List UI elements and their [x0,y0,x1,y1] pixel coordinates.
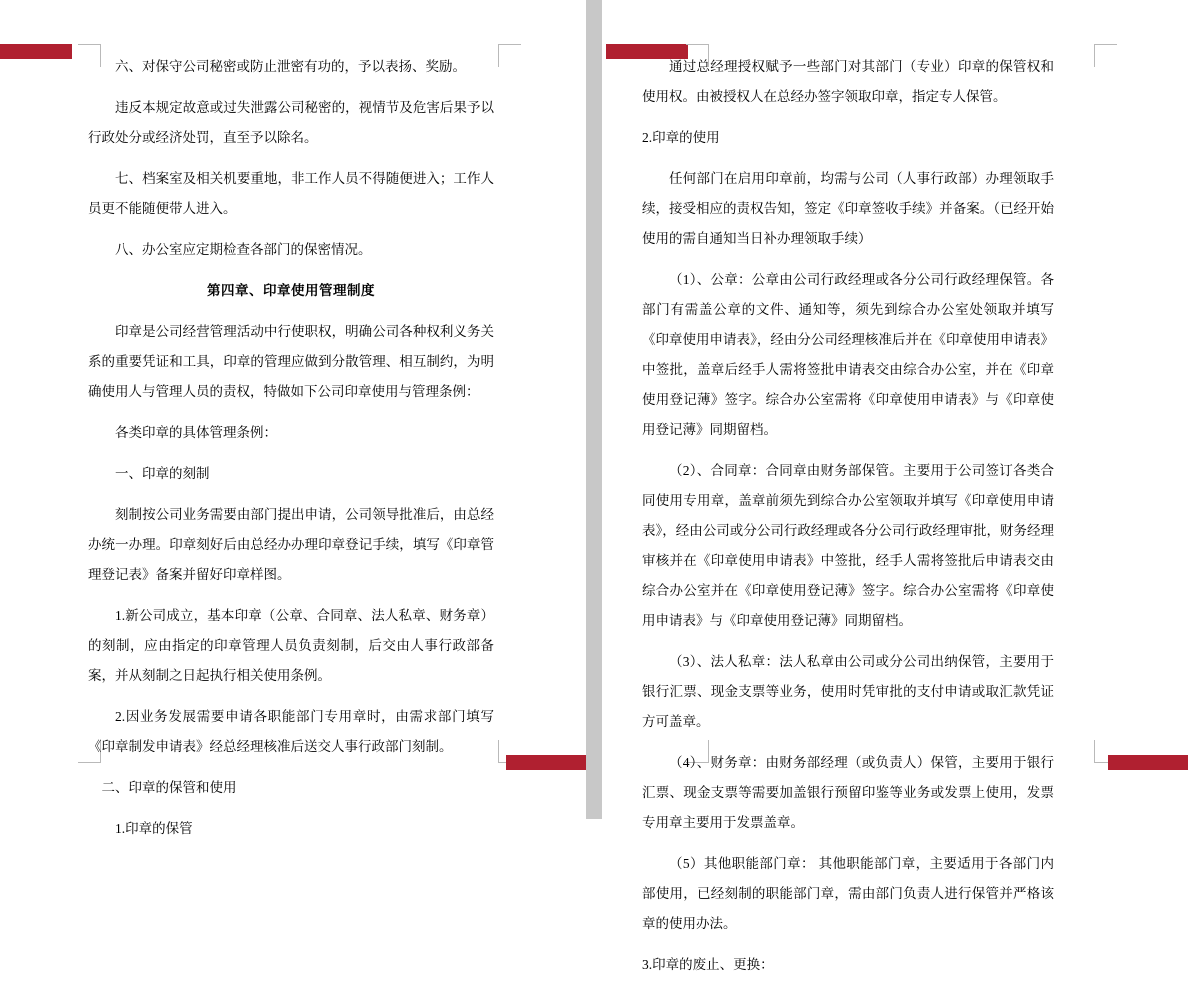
left-paragraph-p4: 八、办公室应定期检查各部门的保密情况。 [115,242,372,257]
right-paragraph-r2: 2.印章的使用 [642,130,720,145]
left-paragraph-p10: 1.新公司成立，基本印章（公章、合同章、法人私章、财务章）的刻制，应由指定的印章管理人员负责刻制，后交由人事行政部备案，并从刻制之日起执行相关使用条例。 [88,608,494,683]
right-paragraph-r7: （4）、财务章：由财务部经理（或负责人）保管，主要用于银行汇票、现金支票等需要加盖银行预留印鉴等业务或发票上使用，发票专用章主要用于发票盖章。 [642,755,1054,830]
left-paragraph-p12: 二、印章的保管和使用 [101,780,237,795]
page-right-text-column [642,52,1054,991]
left-paragraph-p13: 1.印章的保管 [115,821,193,836]
right-paragraph-r8: （5）其他职能部门章： 其他职能部门章，主要适用于各部门内部使用，已经刻制的职能部门章，需由部门负责人进行保管并严格该章的使用办法。 [642,856,1054,931]
page-gutter [586,0,602,819]
page-left [0,0,586,836]
right-paragraph-r5: （2）、合同章：合同章由财务部保管。主要用于公司签订各类合同使用专用章，盖章前须先到综合办公室领取并填写《印章使用申请表》，经由公司或分公司行政经理或各分公司行政经理审批，财务经理审核并在《印章使用申请表》中签批，经手人需将签批后申请表交由综合办公室并在《印章使用登记薄》签字。综合办公室需将《印章使用申请表》与《印章使用登记薄》同期留档。 [642,463,1054,628]
left-paragraph-p1: 六、对保守公司秘密或防止泄密有功的，予以表扬、奖励。 [115,59,466,74]
right-paragraph-r9: 3.印章的废止、更换： [642,957,774,972]
right-paragraph-r4: （1）、公章：公章由公司行政经理或各分公司行政经理保管。各部门有需盖公章的文件、通知等，须先到综合办公室处领取并填写《印章使用申请表》，经由分公司经理核准后并在《印章使用申请表》中签批，盖章后经手人需将签批申请表交由综合办公室，并在《印章使用登记薄》签字。综合办公室需将《印章使用申请表》与《印章使用登记薄》同期留档。 [642,272,1054,437]
right-paragraph-r6: （3）、法人私章：法人私章由公司或分公司出纳保管，主要用于银行汇票、现金支票等业务，使用时凭审批的支付申请或取汇款凭证方可盖章。 [642,654,1054,729]
left-paragraph-p8: 一、印章的刻制 [115,466,210,481]
right-paragraph-r3: 任何部门在启用印章前，均需与公司（人事行政部）办理领取手续，接受相应的责权告知，签定《印章签收手续》并备案。（已经开始使用的需自通知当日补办理领取手续） [642,171,1054,246]
left-paragraph-p3: 七、档案室及相关机要重地，非工作人员不得随便进入；工作人员更不能随便带人进入。 [88,171,494,216]
corner-mark-top-outer-left [498,44,521,67]
right-paragraph-r1: 通过总经理授权赋予一些部门对其部门（专业）印章的保管权和使用权。由被授权人在总经办签字领取印章，指定专人保管。 [642,59,1054,104]
corner-mark-top-outer-right [1094,44,1117,67]
left-heading-p5: 第四章、印章使用管理制度 [207,283,375,298]
page-left-text-column [88,52,494,855]
red-rule-bottom-right [1108,755,1188,770]
left-paragraph-p6: 印章是公司经营管理活动中行使职权，明确公司各种权利义务关系的重要凭证和工具，印章的管理应做到分散管理、相互制约，为明确使用人与管理人员的责权，特做如下公司印章使用与管理条例： [88,324,494,399]
left-paragraph-p7: 各类印章的具体管理条例： [115,425,277,440]
left-paragraph-p2: 违反本规定故意或过失泄露公司秘密的，视情节及危害后果予以行政处分或经济处罚，直至予以除名。 [88,100,494,145]
red-rule-top-left [0,44,72,59]
page-right [602,0,1188,972]
left-paragraph-p11: 2.因业务发展需要申请各职能部门专用章时，由需求部门填写《印章制发申请表》经总经理核准后送交人事行政部门刻制。 [88,709,494,754]
left-paragraph-p9: 刻制按公司业务需要由部门提出申请，公司领导批准后，由总经办统一办理。印章刻好后由总经办办理印章登记手续，填写《印章管理登记表》备案并留好印章样图。 [88,507,494,582]
red-rule-bottom-left [506,755,586,770]
